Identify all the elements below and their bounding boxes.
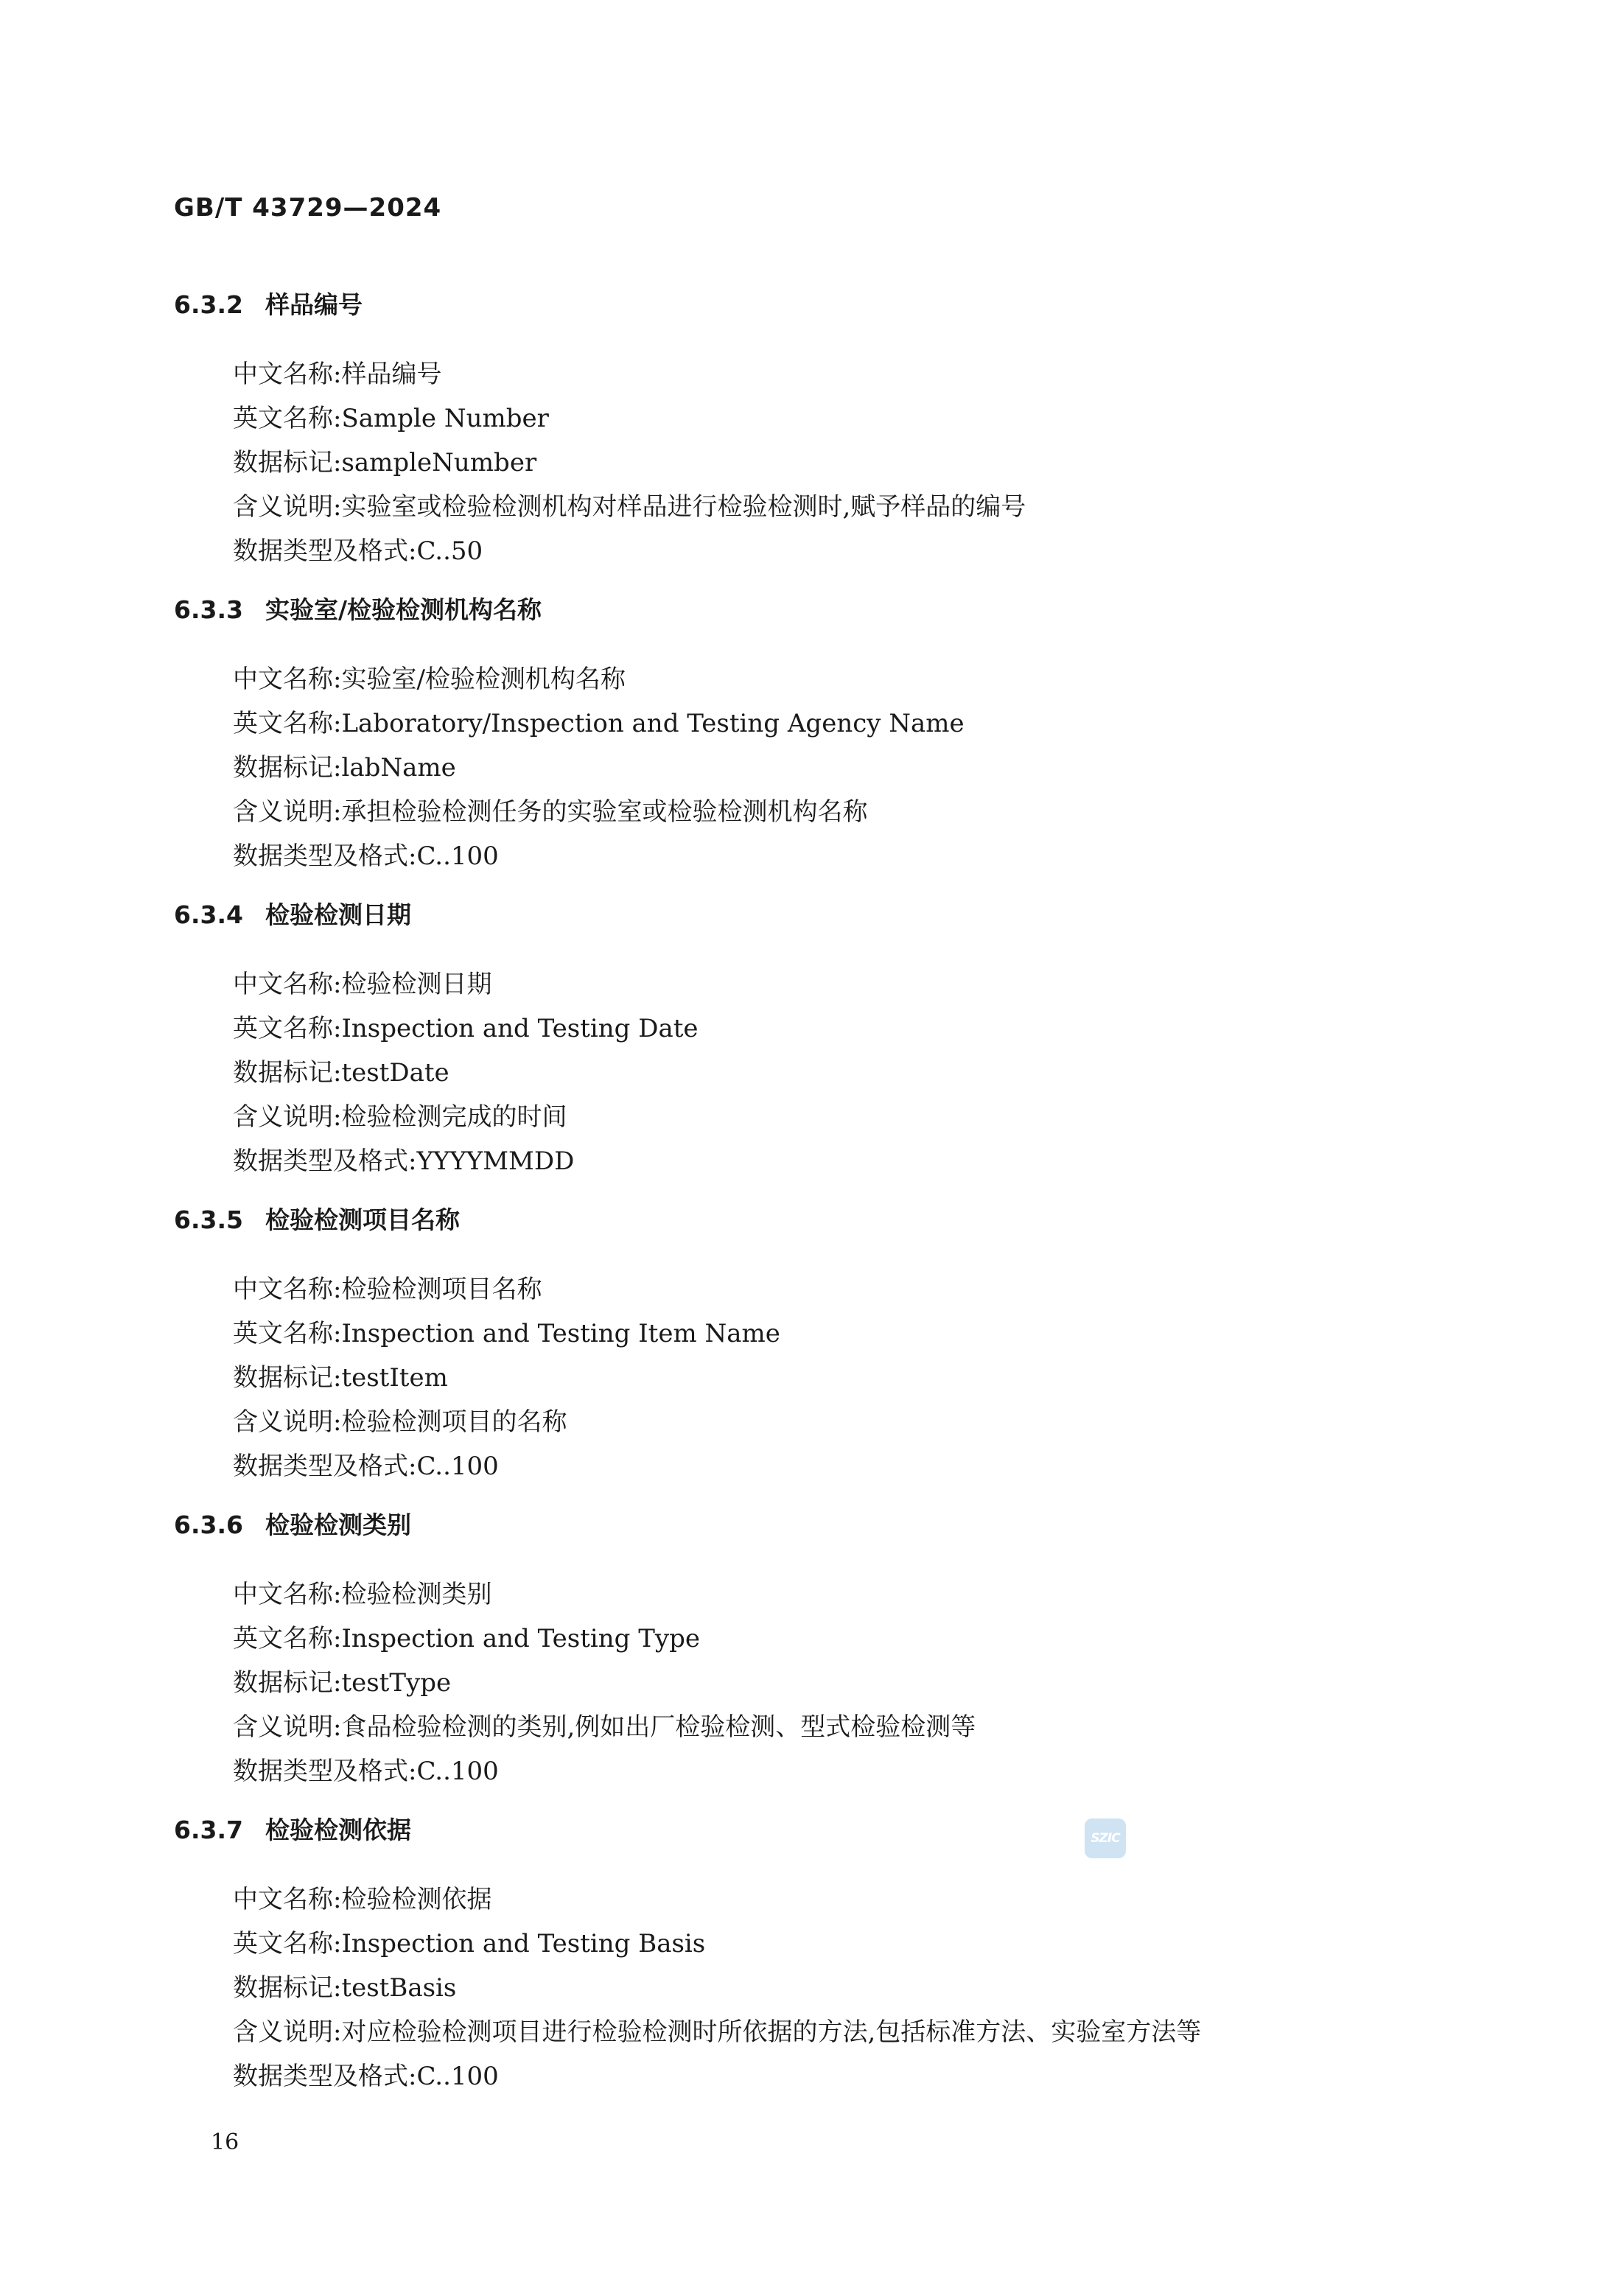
field-data-tag: 数据标记:testDate bbox=[233, 1058, 449, 1088]
field-english-name: 英文名称:Inspection and Testing Date bbox=[233, 1014, 699, 1043]
field-list bbox=[174, 1877, 1500, 2098]
section-title: 检验检测类别 bbox=[265, 1510, 411, 1539]
field-list bbox=[174, 657, 1500, 878]
field-english-name: 英文名称:Inspection and Testing Type bbox=[233, 1624, 700, 1653]
field-data-tag: 数据标记:testType bbox=[233, 1668, 452, 1698]
field-english-name: 英文名称:Inspection and Testing Basis bbox=[233, 1929, 706, 1958]
section-6-3-7 bbox=[174, 1811, 1500, 2098]
field-meaning: 含义说明:检验检测完成的时间 bbox=[233, 1102, 567, 1132]
field-data-type: 数据类型及格式:C..100 bbox=[233, 1757, 499, 1786]
field-meaning: 含义说明:对应检验检测项目进行检验检测时所依据的方法,包括标准方法、实验室方法等 bbox=[233, 2017, 1202, 2047]
field-english-name: 英文名称:Sample Number bbox=[233, 404, 549, 433]
section-title: 检验检测依据 bbox=[265, 1816, 411, 1844]
field-data-type: 数据类型及格式:C..100 bbox=[233, 1452, 499, 1481]
section-6-3-3 bbox=[174, 591, 1500, 878]
field-meaning: 含义说明:检验检测项目的名称 bbox=[233, 1407, 567, 1437]
field-chinese-name: 中文名称:检验检测日期 bbox=[233, 970, 492, 999]
section-number: 6.3.2 bbox=[174, 290, 243, 319]
field-list bbox=[174, 1572, 1500, 1793]
field-english-name: 英文名称:Inspection and Testing Item Name bbox=[233, 1319, 780, 1348]
section-number: 6.3.6 bbox=[174, 1510, 243, 1539]
field-chinese-name: 中文名称:检验检测项目名称 bbox=[233, 1275, 542, 1304]
field-chinese-name: 中文名称:检验检测依据 bbox=[233, 1885, 492, 1914]
field-data-tag: 数据标记:sampleNumber bbox=[233, 448, 537, 477]
field-chinese-name: 中文名称:样品编号 bbox=[233, 360, 442, 389]
section-heading bbox=[174, 1201, 1500, 1239]
document-body bbox=[174, 286, 1500, 2116]
field-meaning: 含义说明:食品检验检测的类别,例如出厂检验检测、型式检验检测等 bbox=[233, 1712, 976, 1742]
section-heading bbox=[174, 286, 1500, 324]
section-number: 6.3.4 bbox=[174, 900, 243, 929]
field-meaning: 含义说明:承担检验检测任务的实验室或检验检测机构名称 bbox=[233, 797, 868, 827]
field-data-tag: 数据标记:testItem bbox=[233, 1363, 448, 1393]
field-list bbox=[174, 352, 1500, 573]
field-chinese-name: 中文名称:检验检测类别 bbox=[233, 1580, 492, 1609]
field-data-type: 数据类型及格式:C..100 bbox=[233, 2062, 499, 2091]
section-heading bbox=[174, 896, 1500, 934]
section-heading bbox=[174, 1811, 1500, 1849]
section-heading bbox=[174, 591, 1500, 629]
field-data-type: 数据类型及格式:YYYYMMDD bbox=[233, 1146, 575, 1176]
field-data-type: 数据类型及格式:C..100 bbox=[233, 841, 499, 871]
page-number: 16 bbox=[211, 2129, 239, 2155]
watermark-logo: SZIC bbox=[1085, 1818, 1126, 1858]
standard-code-header: GB/T 43729—2024 bbox=[174, 193, 442, 223]
section-number: 6.3.7 bbox=[174, 1816, 243, 1844]
section-title: 检验检测项目名称 bbox=[265, 1205, 460, 1234]
field-meaning: 含义说明:实验室或检验检测机构对样品进行检验检测时,赋予样品的编号 bbox=[233, 492, 1026, 522]
field-list bbox=[174, 962, 1500, 1183]
section-6-3-4 bbox=[174, 896, 1500, 1183]
section-number: 6.3.5 bbox=[174, 1205, 243, 1234]
section-6-3-6 bbox=[174, 1506, 1500, 1793]
section-title: 检验检测日期 bbox=[265, 900, 411, 929]
section-6-3-2 bbox=[174, 286, 1500, 573]
field-chinese-name: 中文名称:实验室/检验检测机构名称 bbox=[233, 665, 626, 694]
section-title: 样品编号 bbox=[265, 290, 363, 319]
field-data-tag: 数据标记:testBasis bbox=[233, 1973, 457, 2003]
section-6-3-5 bbox=[174, 1201, 1500, 1488]
field-data-type: 数据类型及格式:C..50 bbox=[233, 536, 483, 566]
field-data-tag: 数据标记:labName bbox=[233, 753, 456, 783]
field-list bbox=[174, 1267, 1500, 1488]
section-number: 6.3.3 bbox=[174, 595, 243, 624]
section-heading bbox=[174, 1506, 1500, 1544]
section-title: 实验室/检验检测机构名称 bbox=[265, 595, 542, 624]
field-english-name: 英文名称:Laboratory/Inspection and Testing Agency Name bbox=[233, 709, 965, 738]
